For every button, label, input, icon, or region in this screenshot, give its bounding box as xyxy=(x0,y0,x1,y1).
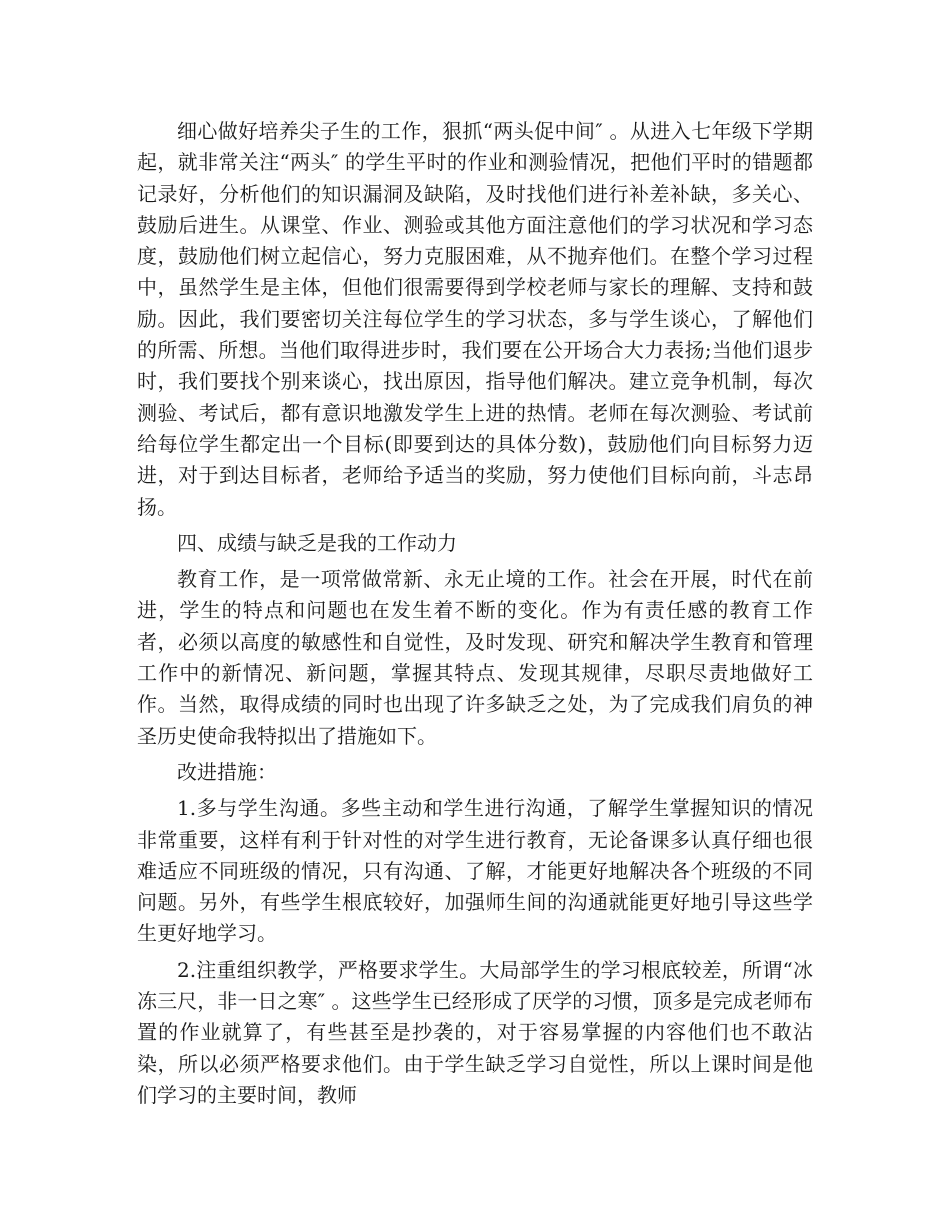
paragraph-education-work: 教育工作，是一项常做常新、永无止境的工作。社会在开展，时代在前进，学生的特点和问题也在发生着不断的变化。作为有责任感的教育工作者，必须以高度的敏感性和自觉性，及时发现、研究和解决学生教育和管理工作中的新情况、新问题，掌握其特点、发现其规律，尽职尽责地做好工作。当然，取得成绩的同时也出现了许多缺乏之处，为了完成我们肩负的神圣历史使命我特拟出了措施如下。 xyxy=(137,567,813,748)
section-heading-four: 四、成绩与缺乏是我的工作动力 xyxy=(177,530,457,555)
paragraph-measure-2: 2.注重组织教学，严格要求学生。大局部学生的学习根底较差，所谓“冰冻三尺，非一日之寒″ 。这些学生已经形成了厌学的习惯，顶多是完成老师布置的作业就算了，有些甚至是抄袭的，对于容易掌握的内容他们也不敢沾染，所以必须严格要求他们。由于学生缺乏学习自觉性，所以上课时间是他们学习的主要时间，教师 xyxy=(137,957,813,1107)
improvement-measures-heading: 改进措施： xyxy=(177,759,277,784)
document-body xyxy=(137,116,813,1116)
paragraph-top-students: 细心做好培养尖子生的工作，狠抓“两头促中间″ 。从进入七年级下学期起，就非常关注“两头″ 的学生平时的作业和测验情况，把他们平时的错题都记录好，分析他们的知识漏洞及缺陷，及时找他们进行补差补缺，多关心、鼓励后进生。从课堂、作业、测验或其他方面注意他们的学习状况和学习态度，鼓励他们树立起信心，努力克服困难，从不抛弃他们。在整个学习过程中，虽然学生是主体，但他们很需要得到学校老师与家长的理解、支持和鼓励。因此，我们要密切关注每位学生的学习状态，多与学生谈心，了解他们的所需、所想。当他们取得进步时，我们要在公开场合大力表扬;当他们退步时，我们要找个别来谈心，找出原因，指导他们解决。建立竞争机制，每次测验、考试后，都有意识地激发学生上进的热情。老师在每次测验、考试前给每位学生都定出一个目标(即要到达的具体分数)，鼓励他们向目标努力迈进，对于到达目标者，老师给予适当的奖励，努力使他们目标向前，斗志昂扬。 xyxy=(137,119,813,519)
paragraph-measure-1: 1.多与学生沟通。多些主动和学生进行沟通，了解学生掌握知识的情况非常重要，这样有利于针对性的对学生进行教育，无论备课多认真仔细也很难适应不同班级的情况，只有沟通、了解，才能更好地解决各个班级的不同问题。另外，有些学生根底较好，加强师生间的沟通就能更好地引导这些学生更好地学习。 xyxy=(137,796,813,946)
